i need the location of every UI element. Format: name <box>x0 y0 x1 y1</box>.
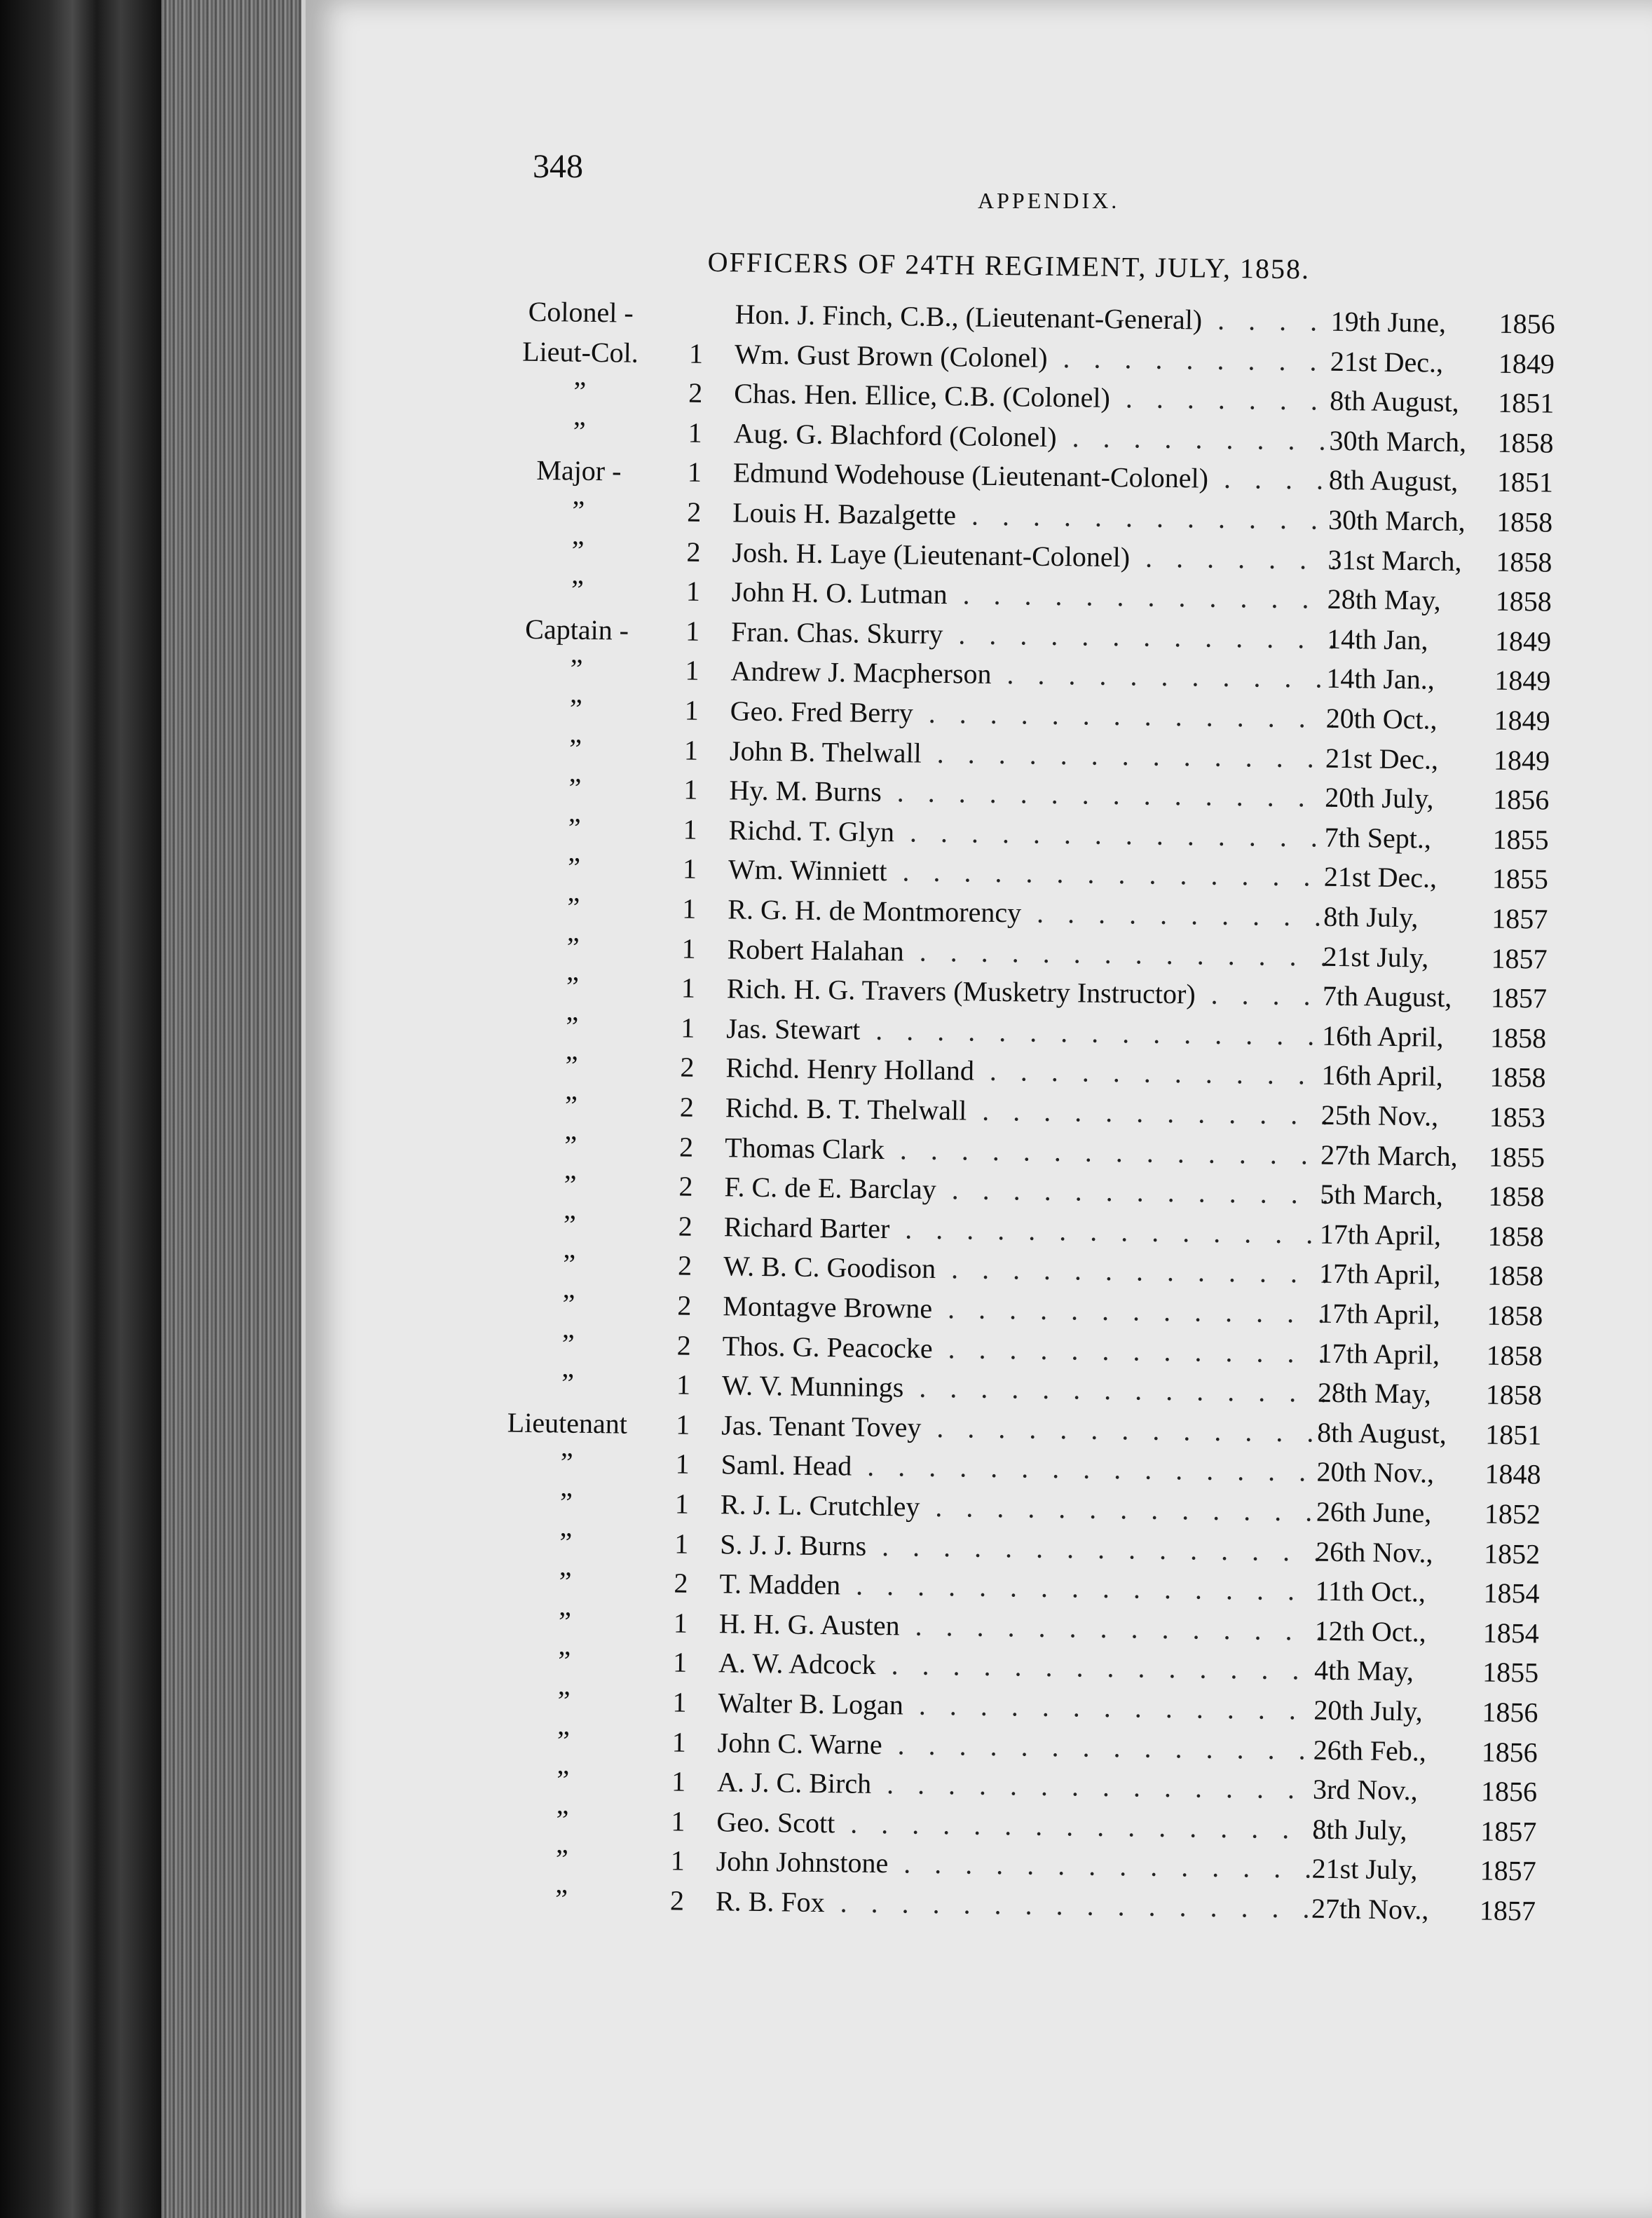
officer-batt: 1 <box>676 1408 690 1441</box>
officer-name: Geo. Scott . . <box>716 1805 1320 1846</box>
officer-year: 1857 <box>1480 1854 1536 1887</box>
officer-batt: 2 <box>686 496 702 528</box>
page-number: 348 <box>533 148 583 185</box>
officer-date: 28th May, <box>1327 583 1441 616</box>
officer-rank: ” <box>572 494 585 526</box>
officer-rank: ” <box>565 1049 578 1082</box>
officer-batt: 1 <box>682 852 697 885</box>
officer-name: Jas. Tenant Tovey . . <box>721 1408 1325 1449</box>
officer-date: 8th July, <box>1323 900 1419 934</box>
officer-batt: 1 <box>682 892 697 925</box>
officer-name: F. C. de E. Barclay . . <box>724 1170 1327 1211</box>
officer-date: 17th April, <box>1318 1297 1440 1331</box>
officer-name: W. B. C. Goodison . . <box>723 1250 1327 1291</box>
officer-rank: ” <box>560 1446 573 1479</box>
officer-rank: ” <box>564 1129 578 1162</box>
table-title: OFFICERS OF 24TH REGIMENT, JULY, 1858. <box>707 245 1311 285</box>
officer-year: 1856 <box>1499 307 1555 340</box>
officer-batt: 2 <box>679 1091 695 1123</box>
officer-date: 8th August, <box>1317 1416 1447 1450</box>
officer-batt: 1 <box>674 1488 690 1520</box>
running-head: APPENDIX. <box>978 188 1120 213</box>
officer-rank: ” <box>558 1605 572 1638</box>
officer-rank: ” <box>562 1248 576 1281</box>
officer-year: 1858 <box>1487 1220 1544 1253</box>
officer-year: 1857 <box>1480 1815 1537 1848</box>
officer-name: Aug. G. Blachford (Colonel) . . <box>733 416 1337 457</box>
officer-year: 1858 <box>1495 585 1552 618</box>
officer-batt: 2 <box>677 1249 692 1282</box>
officer-name: Richd. B. T. Thelwall . . <box>725 1091 1329 1131</box>
officer-year: 1856 <box>1481 1736 1538 1769</box>
officer-batt: 2 <box>677 1289 692 1321</box>
officer-name: Thos. G. Peacocke . . <box>722 1329 1325 1370</box>
officer-rank: Lieut-Col. <box>521 335 639 369</box>
officer-rank: ” <box>568 812 581 844</box>
officer-date: 20th July, <box>1313 1694 1423 1727</box>
officer-rank: ” <box>559 1526 573 1558</box>
officer-year: 1858 <box>1487 1259 1544 1292</box>
officer-date: 21st Dec., <box>1323 861 1438 894</box>
officer-year: 1851 <box>1496 466 1554 499</box>
officer-batt: 1 <box>687 456 702 489</box>
officer-year: 1855 <box>1488 1141 1545 1173</box>
officer-name: Chas. Hen. Ellice, C.B. (Colonel) . . <box>734 377 1337 418</box>
officer-rank: ” <box>564 1169 577 1201</box>
officer-rank: ” <box>564 1089 578 1122</box>
officer-rank: Colonel - <box>528 295 634 329</box>
officer-name: Louis H. Bazalgette . . <box>732 496 1336 536</box>
officer-batt: 1 <box>683 734 699 766</box>
officer-batt: 1 <box>671 1726 687 1758</box>
officer-batt: 1 <box>680 1012 695 1044</box>
officer-year: 1849 <box>1494 665 1551 698</box>
officer-rank: Major - <box>536 454 622 487</box>
officer-rank: ” <box>566 970 580 1002</box>
officer-date: 25th Nov., <box>1320 1098 1439 1132</box>
officer-year: 1858 <box>1489 1061 1546 1094</box>
officer-date: 7th August, <box>1322 979 1452 1014</box>
officer-batt: 1 <box>681 932 696 965</box>
officer-year: 1851 <box>1484 1418 1542 1451</box>
officer-rank: Captain - <box>525 613 629 646</box>
officer-date: 27th March, <box>1320 1138 1458 1172</box>
officer-year: 1855 <box>1492 823 1549 856</box>
officer-name: Montagve Browne . . <box>723 1289 1326 1330</box>
officer-date: 30th March, <box>1329 424 1467 458</box>
officer-rank: ” <box>559 1486 573 1518</box>
officer-rank: ” <box>561 1367 575 1399</box>
officer-rank: ” <box>569 693 582 725</box>
officer-rank: ” <box>570 653 583 686</box>
officer-year: 1858 <box>1496 545 1552 578</box>
officer-batt: 2 <box>678 1131 694 1163</box>
officer-date: 21st July, <box>1323 940 1429 974</box>
officer-date: 20th Oct., <box>1325 702 1438 735</box>
officer-date: 11th Oct., <box>1315 1574 1426 1608</box>
officer-name: Richd. T. Glyn . . <box>728 813 1332 854</box>
officer-name: R. G. H. de Montmorency . . <box>728 892 1331 933</box>
officer-batt: 1 <box>688 416 702 449</box>
officer-date: 26th Feb., <box>1313 1734 1427 1767</box>
officer-rank: ” <box>566 931 580 963</box>
officer-batt: 1 <box>675 1448 690 1481</box>
officer-date: 14th Jan, <box>1326 622 1428 656</box>
officer-date: 3rd Nov., <box>1312 1773 1418 1807</box>
officer-name: Hy. M. Burns . . <box>729 774 1332 815</box>
officer-name: R. J. L. Crutchley . . <box>721 1488 1324 1528</box>
officer-date: 8th August, <box>1328 464 1459 498</box>
officer-rank: ” <box>562 1288 575 1320</box>
officer-name: John C. Warne . . <box>718 1726 1321 1767</box>
officer-batt: 2 <box>669 1884 685 1917</box>
officer-name: W. V. Munnings . . <box>722 1368 1325 1409</box>
officer-date: 26th June, <box>1316 1495 1432 1529</box>
officer-date: 17th April, <box>1318 1337 1440 1370</box>
officer-year: 1852 <box>1483 1537 1541 1570</box>
officer-rank: ” <box>557 1724 570 1757</box>
officer-rank: ” <box>558 1645 571 1678</box>
officer-name: Andrew J. Macpherson . . <box>730 655 1334 695</box>
officer-year: 1858 <box>1488 1180 1545 1213</box>
officer-rank: ” <box>556 1764 570 1796</box>
officer-year: 1858 <box>1496 505 1553 538</box>
officer-batt: 1 <box>684 694 699 726</box>
officer-batt: 1 <box>672 1686 687 1718</box>
officer-rank: ” <box>568 733 582 765</box>
officer-batt: 1 <box>673 1607 688 1639</box>
officer-year: 1856 <box>1493 783 1550 816</box>
officer-year: 1849 <box>1498 347 1555 380</box>
officer-year: 1858 <box>1489 1021 1547 1054</box>
officer-date: 20th July, <box>1325 781 1434 815</box>
officer-year: 1849 <box>1493 744 1550 777</box>
officer-date: 31st March, <box>1327 543 1462 577</box>
book-binding <box>0 0 161 2218</box>
officer-rank: ” <box>557 1685 571 1717</box>
officer-rank: ” <box>555 1843 568 1876</box>
officer-batt: 1 <box>685 615 700 647</box>
officer-name: Edmund Wodehouse (Lieutenant-Colonel) . . <box>733 456 1337 497</box>
officer-name: Richard Barter . . <box>724 1210 1327 1251</box>
officer-batt: 1 <box>681 972 696 1004</box>
officer-rank: ” <box>573 375 587 407</box>
officer-name: Wm. Winniett . . <box>728 853 1332 894</box>
officer-rank: ” <box>559 1565 572 1598</box>
officer-date: 8th August, <box>1329 384 1460 419</box>
officer-rank: ” <box>561 1328 575 1360</box>
officer-year: 1858 <box>1486 1339 1543 1372</box>
officer-date: 27th Nov., <box>1311 1892 1429 1926</box>
officer-name: Wm. Gust Brown (Colonel) . . <box>735 337 1338 378</box>
officer-year: 1858 <box>1487 1299 1543 1332</box>
officer-rank: Lieutenant <box>507 1406 628 1440</box>
officer-batt: 2 <box>680 1051 695 1084</box>
officer-name: A. J. C. Birch . . <box>717 1765 1320 1806</box>
officer-date: 8th July, <box>1312 1813 1407 1846</box>
officer-date: 30th March, <box>1327 503 1466 538</box>
officer-rank: ” <box>566 1010 579 1042</box>
officer-name: Rich. H. G. Travers (Musketry Instructor) . . <box>727 972 1330 1013</box>
officer-year: 1856 <box>1480 1775 1538 1808</box>
officer-rank: ” <box>571 573 585 606</box>
officer-date: 4th May, <box>1313 1654 1414 1687</box>
officer-date: 21st July, <box>1311 1853 1418 1886</box>
officer-name: R. B. Fox . . <box>716 1884 1319 1925</box>
officer-date: 16th April, <box>1321 1059 1444 1093</box>
officer-date: 19th June, <box>1330 305 1447 339</box>
officer-year: 1855 <box>1482 1656 1539 1689</box>
officer-date: 17th April, <box>1318 1258 1441 1291</box>
officer-batt: 2 <box>686 536 701 568</box>
officer-rank: ” <box>556 1804 569 1836</box>
officer-batt: 1 <box>671 1805 685 1837</box>
officer-date: 12th Oct., <box>1314 1614 1426 1648</box>
officer-rank: ” <box>567 891 580 923</box>
officer-batt: 1 <box>685 654 699 687</box>
officer-name: Josh. H. Laye (Lieutenant-Colonel) . . <box>732 536 1335 576</box>
officer-batt: 1 <box>685 575 701 607</box>
officer-date: 17th April, <box>1319 1218 1442 1251</box>
officer-year: 1848 <box>1484 1457 1541 1490</box>
officer-name: John Johnstone . . <box>716 1845 1319 1886</box>
officer-date: 28th May, <box>1317 1376 1432 1410</box>
officer-date: 14th Jan., <box>1326 662 1435 696</box>
officer-date: 7th Sept., <box>1324 821 1432 855</box>
officer-name: A. W. Adcock . . <box>718 1647 1322 1687</box>
officer-name: Hon. J. Finch, C.B., (Lieutenant-General) . . <box>735 297 1338 338</box>
officer-name: Walter B. Logan . . <box>718 1686 1321 1727</box>
officer-year: 1854 <box>1483 1577 1540 1610</box>
officer-name: Jas. Stewart . . <box>726 1012 1330 1052</box>
officer-date: 16th April, <box>1321 1019 1444 1053</box>
officer-name: Thomas Clark . . <box>725 1131 1328 1171</box>
officer-name: Geo. Fred Berry . . <box>730 694 1334 735</box>
officer-batt: 2 <box>678 1170 693 1202</box>
officer-year: 1851 <box>1497 386 1555 419</box>
officer-rank: ” <box>554 1883 568 1915</box>
officer-year: 1857 <box>1490 981 1548 1014</box>
officer-year: 1858 <box>1497 426 1554 459</box>
officer-name: Robert Halahan . . <box>727 932 1330 973</box>
officer-batt: 1 <box>670 1844 685 1877</box>
officer-rank: ” <box>563 1209 576 1241</box>
officer-batt: 1 <box>672 1646 688 1679</box>
officer-year: 1853 <box>1489 1101 1546 1134</box>
officer-name: S. J. J. Burns . . <box>720 1528 1323 1568</box>
officer-year: 1857 <box>1491 942 1548 975</box>
officer-batt: 1 <box>683 813 697 845</box>
officer-name: Saml. Head . . <box>721 1448 1324 1489</box>
officer-date: 5th March, <box>1320 1178 1444 1212</box>
officer-batt: 1 <box>676 1368 691 1401</box>
officer-rank: ” <box>571 534 585 566</box>
officer-year: 1852 <box>1484 1497 1541 1530</box>
officer-date: 21st Dec., <box>1330 345 1444 379</box>
officer-year: 1855 <box>1491 863 1549 896</box>
officer-rank: ” <box>568 772 582 804</box>
officer-name: T. Madden . . <box>719 1567 1323 1607</box>
officer-date: 20th Nov., <box>1316 1456 1435 1490</box>
officer-batt: 2 <box>674 1567 688 1599</box>
officer-name: Fran. Chas. Skurry . . <box>731 615 1334 655</box>
officer-year: 1857 <box>1479 1894 1536 1927</box>
officer-batt: 2 <box>678 1210 693 1242</box>
officer-date: 21st Dec., <box>1325 742 1439 775</box>
officer-year: 1854 <box>1482 1617 1540 1649</box>
officer-date: 26th Nov., <box>1315 1535 1433 1569</box>
officer-batt: 1 <box>674 1528 689 1560</box>
officer-batt: 1 <box>688 337 704 369</box>
officer-name: Richd. Henry Holland . . <box>725 1052 1329 1092</box>
officer-batt: 1 <box>671 1765 686 1797</box>
officer-year: 1858 <box>1485 1378 1543 1411</box>
officer-name: H. H. G. Austen . . <box>719 1607 1323 1647</box>
officer-rank: ” <box>567 851 581 884</box>
officer-year: 1849 <box>1494 704 1550 737</box>
officer-year: 1857 <box>1491 902 1548 935</box>
officer-batt: 2 <box>676 1329 692 1361</box>
officer-name: John B. Thelwall . . <box>730 734 1333 775</box>
officer-rank: ” <box>573 415 586 447</box>
officer-batt: 1 <box>683 773 698 805</box>
page-edges <box>161 0 322 2218</box>
officer-name: John H. O. Lutman . . <box>732 576 1335 616</box>
officer-year: 1856 <box>1482 1696 1538 1729</box>
officer-batt: 2 <box>688 376 703 409</box>
officer-year: 1849 <box>1494 625 1552 658</box>
